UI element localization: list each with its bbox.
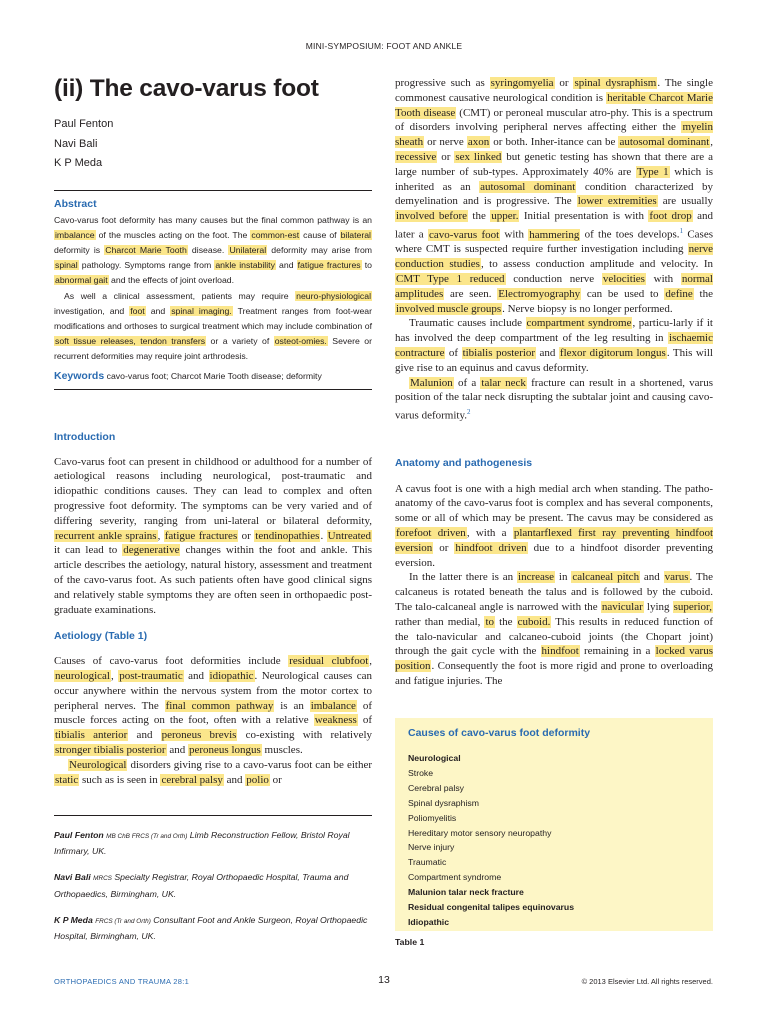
highlighted-text: syringomyelia: [490, 77, 554, 89]
text-run: disorders giving rise to a cavo-varus foot can be either: [127, 758, 372, 771]
text-run: ,: [710, 136, 714, 149]
highlighted-text: tendinopathies: [255, 529, 320, 542]
text-run: and: [183, 670, 209, 683]
highlighted-text: spinal dysraphism: [574, 77, 657, 89]
text-run: it can lead to: [54, 544, 123, 557]
author-name: Paul Fenton: [54, 118, 114, 130]
highlighted-text: stronger tibialis posterior: [55, 744, 166, 757]
footer-copyright: © 2013 Elsevier Ltd. All rights reserved.: [581, 977, 713, 986]
affiliation: [54, 870, 372, 901]
table-item: Poliomyelitis: [408, 812, 457, 823]
highlighted-text: heritable Charcot Marie Tooth disease: [395, 91, 713, 119]
highlighted-text: residual clubfoot: [289, 655, 369, 668]
body-paragraph: [54, 455, 372, 618]
text-run: and: [145, 305, 171, 316]
text-run: muscles.: [261, 744, 303, 757]
affiliation-role: Limb Reconstruction Fellow, Bristol Royal Infirmary, UK.: [54, 830, 350, 857]
text-run: or nerve: [424, 136, 467, 149]
text-run: ,: [110, 670, 119, 683]
text-run: Causes of cavo-varus foot deformities include: [54, 655, 289, 668]
text-run: disease.: [187, 244, 229, 255]
highlighted-text: Charcot Marie Tooth: [105, 244, 187, 255]
author-affiliations: [54, 815, 372, 955]
highlighted-text: abnormal gait: [55, 275, 108, 286]
text-run: the: [495, 615, 517, 628]
highlighted-text: velocities: [602, 273, 645, 286]
highlighted-text: normal amplitudes: [395, 273, 713, 300]
highlighted-text: nerve conduction studies: [395, 243, 713, 271]
table-item: Malunion talar neck fracture: [408, 887, 524, 898]
highlighted-text: neurological: [55, 670, 110, 683]
text-run: In the latter there is an: [409, 571, 518, 584]
highlighted-text: plantarflexed first ray preventing hindfoot eversion: [395, 527, 713, 554]
highlighted-text: Untreated: [327, 529, 372, 542]
text-run: A cavus foot is one with a high medial arch when standing. The patho-anatomy of the cavo-varus foot is complex and has several components, some or all of which may be present. The cavus may be considered as: [395, 482, 713, 525]
highlighted-text: idiopathic: [209, 670, 254, 683]
text-run: ,: [157, 529, 164, 542]
keywords-label: Keywords: [54, 369, 105, 382]
affiliation-name: Paul Fenton: [54, 830, 104, 840]
text-run: Traumatic causes include: [409, 317, 526, 330]
table-item: Hereditary motor sensory neuropathy: [408, 827, 552, 838]
table-item: Traumatic: [408, 857, 447, 868]
text-run: such as is seen in: [79, 773, 161, 786]
highlighted-text: foot: [130, 305, 145, 316]
text-run: rather than medial,: [395, 615, 485, 628]
text-run: or: [269, 773, 282, 786]
text-run: This results in reduced function of the talo-navicular and calcaneo-cuboid joints (the Chopart joint) through the gait cycle with the: [395, 615, 713, 658]
abstract-paragraph: [54, 213, 372, 289]
highlighted-text: hindfoot: [541, 645, 579, 658]
body-paragraph: [54, 758, 372, 788]
body-paragraph: [54, 654, 372, 758]
table-item: Idiopathic: [408, 916, 450, 927]
text-run: or: [238, 529, 255, 542]
text-run: (CMT) or peroneal muscular atro-phy. This is a spectrum of disorders involving peripheral nerves affecting either the: [395, 106, 713, 134]
highlighted-text: define: [665, 287, 693, 300]
text-run: conduction nerve: [505, 273, 602, 286]
text-run: of a: [453, 376, 481, 389]
highlighted-text: post-traumatic: [119, 670, 183, 683]
text-run: of: [445, 347, 462, 359]
highlighted-text: degenerative: [123, 544, 180, 557]
highlighted-text: hindfoot driven: [455, 541, 527, 554]
highlighted-text: osteot-omies.: [274, 336, 327, 347]
text-run: . Nerve biopsy is no longer performed.: [502, 302, 673, 315]
text-run: can be used to: [581, 287, 665, 300]
text-run: and: [223, 773, 246, 786]
highlighted-text: Type 1: [636, 165, 669, 178]
highlighted-text: calcaneal pitch: [572, 571, 640, 584]
text-run: or: [437, 150, 455, 163]
text-run: the: [693, 287, 713, 300]
text-run: .: [320, 529, 327, 542]
affiliation-role: Consultant Foot and Ankle Surgeon, Royal Orthopaedic Hospital, Birmingham, UK.: [54, 914, 368, 942]
highlighted-text: final common pathway: [165, 699, 274, 712]
highlighted-text: Unilateral: [229, 244, 267, 255]
text-run: the: [468, 210, 491, 223]
table-item: Spinal dysraphism: [408, 797, 479, 808]
text-run: and: [166, 744, 188, 757]
highlighted-text: increase: [518, 571, 555, 584]
affiliation-quals: MRCS: [93, 875, 112, 883]
body-paragraph: [395, 316, 713, 375]
text-run: of: [357, 714, 372, 727]
highlighted-text: cavo-varus foot: [428, 228, 500, 241]
highlighted-text: forefoot driven: [396, 527, 466, 540]
highlighted-text: bilateral: [340, 229, 371, 240]
text-run: Severe or recurrent deformities may require joint arthrodesis.: [54, 336, 372, 362]
highlighted-text: ischaemic contracture: [395, 332, 713, 359]
highlighted-text: cuboid.: [517, 615, 551, 628]
text-run: pathology. Symptoms range from: [78, 260, 215, 271]
highlighted-text: talar neck: [481, 376, 526, 389]
text-run: and the effects of joint overload.: [108, 275, 235, 286]
highlighted-text: peroneus longus: [188, 744, 261, 757]
highlighted-text: involved muscle groups: [396, 302, 502, 315]
text-run: are usually: [657, 195, 713, 208]
highlighted-text: upper.: [491, 210, 519, 223]
abstract-paragraph: [54, 289, 372, 365]
author-name: K P Meda: [54, 157, 103, 169]
text-run: Cavo-varus foot deformity has many causes but the final common pathway is an: [54, 214, 372, 225]
text-run: condition characterized by demyelination and is progressive. The: [395, 180, 714, 208]
text-run: , particu-larly if it has involved the deep compartment of the leg resulting in: [395, 317, 713, 345]
text-run: and later a: [395, 210, 713, 241]
abstract-box: [54, 190, 372, 390]
affiliation: [54, 828, 372, 859]
affiliation-name: Navi Bali: [54, 872, 91, 883]
highlighted-text: ankle instability: [215, 260, 275, 271]
body-paragraph: [395, 482, 713, 571]
highlighted-text: myelin sheath: [395, 121, 713, 149]
highlighted-text: flexor digitorum longus: [559, 347, 666, 359]
highlighted-text: weakness: [314, 714, 357, 727]
section-heading-anatomy: Anatomy and pathogenesis: [395, 456, 533, 469]
highlighted-text: spinal: [55, 260, 78, 271]
affiliation: [54, 913, 372, 944]
highlighted-text: varus: [664, 571, 689, 584]
text-run: . Consequently the foot is more rigid and prone to overloading and fatigue injuries. The: [395, 660, 713, 687]
text-run: of muscle forces acting on the foot, often with a relative: [54, 699, 372, 727]
text-run: , with a: [466, 527, 513, 540]
highlighted-text: hammering: [529, 228, 580, 241]
table-label: Table 1: [395, 937, 425, 947]
text-run: and: [128, 729, 161, 742]
highlighted-text: recurrent ankle sprains: [55, 529, 157, 542]
highlighted-text: static: [55, 773, 79, 786]
author-name: Navi Bali: [54, 137, 98, 150]
affiliation-name: K P Meda: [54, 914, 93, 925]
text-run: remaining in a: [579, 645, 655, 658]
highlighted-text: autosomal dominant: [619, 136, 710, 149]
highlighted-text: Electromyography: [498, 287, 581, 300]
highlighted-text: navicular: [601, 601, 643, 614]
body-paragraph: [395, 376, 713, 424]
text-run: As well a clinical assessment, patients may require: [64, 290, 296, 301]
table-1-box: [395, 718, 713, 931]
text-run: Cavo-varus foot can present in childhood or adulthood for a number of aetiological reasons including neurological, post-traumatic and idiopathic conditions causes. They can lead to complex and often progressive foot deformity. The symptoms can be very varied and of differing severity, ranging from uni-lateral or bilateral deformity,: [54, 455, 372, 527]
text-run: progressive such as: [395, 77, 490, 89]
table-item: Stroke: [408, 767, 434, 778]
text-run: . The calcaneus is rotated beneath the talus and is followed by the cuboid. The talo-calcaneal angle is narrowed with the: [395, 571, 714, 614]
highlighted-text: superior,: [673, 601, 712, 614]
text-run: Initial presentation is with: [519, 210, 649, 223]
highlighted-text: axon: [467, 136, 490, 149]
keywords: [54, 370, 372, 383]
text-run: and: [536, 347, 559, 359]
highlighted-text: tibialis posterior: [462, 347, 536, 359]
text-run: of the toes develops.: [580, 228, 680, 241]
text-run: . The single commonest causative neurological condition is: [395, 77, 713, 104]
text-run: is an: [274, 699, 310, 712]
citation-link[interactable]: 2: [467, 408, 471, 417]
highlighted-text: peroneus brevis: [161, 729, 237, 742]
text-run: . Neurological causes can occur anywhere within the nervous system from the motor cortex to peripheral nerves. The: [54, 670, 372, 712]
text-run: deformity may arise from: [267, 244, 373, 255]
text-run: but genetic testing has shown that there are a large number of sub-types. Approximately 40% are: [395, 150, 713, 178]
highlighted-text: recessive: [396, 150, 437, 163]
highlighted-text: compartment syndrome: [526, 317, 632, 330]
text-run: in: [555, 571, 572, 584]
text-run: fracture can result in a shortened, varus position of the talar neck disrupting the subtalar joint and causing cavo-varus deformity.: [395, 376, 713, 422]
text-run: , to assess conduction amplitude and velocity. In: [480, 258, 713, 271]
highlighted-text: tibialis anterior: [55, 729, 128, 742]
left-column: [54, 74, 372, 787]
table-item: Cerebral palsy: [408, 782, 465, 793]
text-run: co-existing with relatively: [237, 729, 373, 742]
table-list: [408, 751, 574, 930]
text-run: . This will give rise to an equinus and cavus deformity.: [395, 347, 713, 374]
text-run: of the muscles acting on the foot. The: [95, 229, 251, 240]
highlighted-text: to: [485, 615, 495, 628]
text-run: to: [361, 260, 372, 271]
highlighted-text: neuro-physiological: [296, 290, 371, 301]
running-head: MINI-SYMPOSIUM: FOOT AND ANKLE: [305, 41, 463, 51]
text-run: due to a hindfoot disorder preventing eversion.: [395, 541, 713, 569]
author-list: [54, 115, 372, 174]
right-column: [395, 76, 713, 689]
text-run: cause of: [300, 229, 340, 240]
table-item: Compartment syndrome: [408, 872, 502, 883]
highlighted-text: fatigue fractures: [164, 529, 238, 542]
highlighted-text: lower extremities: [577, 195, 657, 208]
text-run: or: [433, 541, 455, 554]
abstract-heading: Abstract: [54, 197, 97, 210]
footer-page-number: 13: [378, 974, 390, 986]
text-run: Cases where CMT is suspected require further investigation including: [395, 228, 713, 256]
highlighted-text: imbalance: [55, 229, 95, 240]
highlighted-text: locked varus position: [395, 645, 713, 673]
text-run: changes within the foot and ankle. This article describes the aetiology, natural history, assessment and treatment of the cavo-varus foot. As such patients often have good clinical signs and relatively stable symptoms they are often seen in orthopaedic post-graduate examinations.: [54, 544, 372, 616]
section-heading-introduction: Introduction: [54, 430, 116, 443]
footer-journal: ORTHOPAEDICS AND TRAUMA 28:1: [54, 977, 190, 986]
highlighted-text: spinal imaging.: [171, 305, 232, 316]
body-paragraph: [395, 76, 713, 316]
table-item: Residual congenital talipes equinovarus: [408, 902, 575, 913]
text-run: ,: [369, 655, 373, 668]
text-run: or: [554, 77, 574, 89]
text-run: or a variety of: [206, 336, 274, 347]
text-run: with: [500, 228, 529, 241]
text-run: deformity is: [54, 244, 105, 255]
keywords-text: cavo-varus foot; Charcot Marie Tooth disease; deformity: [106, 370, 322, 381]
highlighted-text: CMT Type 1 reduced: [396, 273, 505, 286]
text-run: with: [645, 273, 681, 286]
text-run: are seen.: [444, 287, 498, 300]
highlighted-text: sex linked: [455, 150, 502, 163]
section-heading-aetiology[interactable]: Aetiology (Table 1): [54, 630, 148, 643]
highlighted-text: polio: [246, 773, 269, 786]
text-run: investigation, and: [54, 305, 130, 316]
affiliation-quals: MB ChB FRCS (Tr and Orth): [106, 833, 188, 840]
text-run: or both. Inher-itance can be: [490, 136, 619, 149]
highlighted-text: Malunion: [410, 376, 453, 389]
citation-link[interactable]: 1: [679, 226, 684, 235]
highlighted-text: imbalance: [310, 699, 356, 712]
text-run: and: [640, 571, 664, 584]
highlighted-text: fatigue fractures: [297, 260, 361, 271]
highlighted-text: Neurological: [69, 758, 127, 771]
highlighted-text: autosomal dominant: [480, 180, 576, 193]
text-run: and: [275, 260, 297, 271]
body-paragraph: [395, 570, 713, 688]
affiliation-quals: FRCS (Tr and Orth): [95, 917, 151, 925]
highlighted-text: foot drop: [649, 210, 692, 223]
text-run: Treatment ranges from foot-wear modifications and orthoses to surgical treatment which may include combination of: [54, 305, 373, 331]
text-run: lying: [643, 601, 673, 614]
highlighted-text: involved before: [396, 210, 467, 223]
highlighted-text: soft tissue releases, tendon transfers: [55, 336, 206, 347]
table-item: Neurological: [408, 753, 461, 763]
highlighted-text: cerebral palsy: [161, 773, 223, 786]
highlighted-text: common-est: [251, 229, 300, 240]
article-title: (ii) The cavo-varus foot: [54, 75, 319, 102]
table-title: Causes of cavo-varus foot deformity: [408, 727, 591, 739]
table-item: Nerve injury: [408, 842, 455, 853]
text-run: which is inherited as an: [395, 165, 713, 193]
affiliation-role: Specialty Registrar, Royal Orthopaedic Hospital, Trauma and Orthopaedics, Birmingham, UK.: [54, 872, 349, 899]
